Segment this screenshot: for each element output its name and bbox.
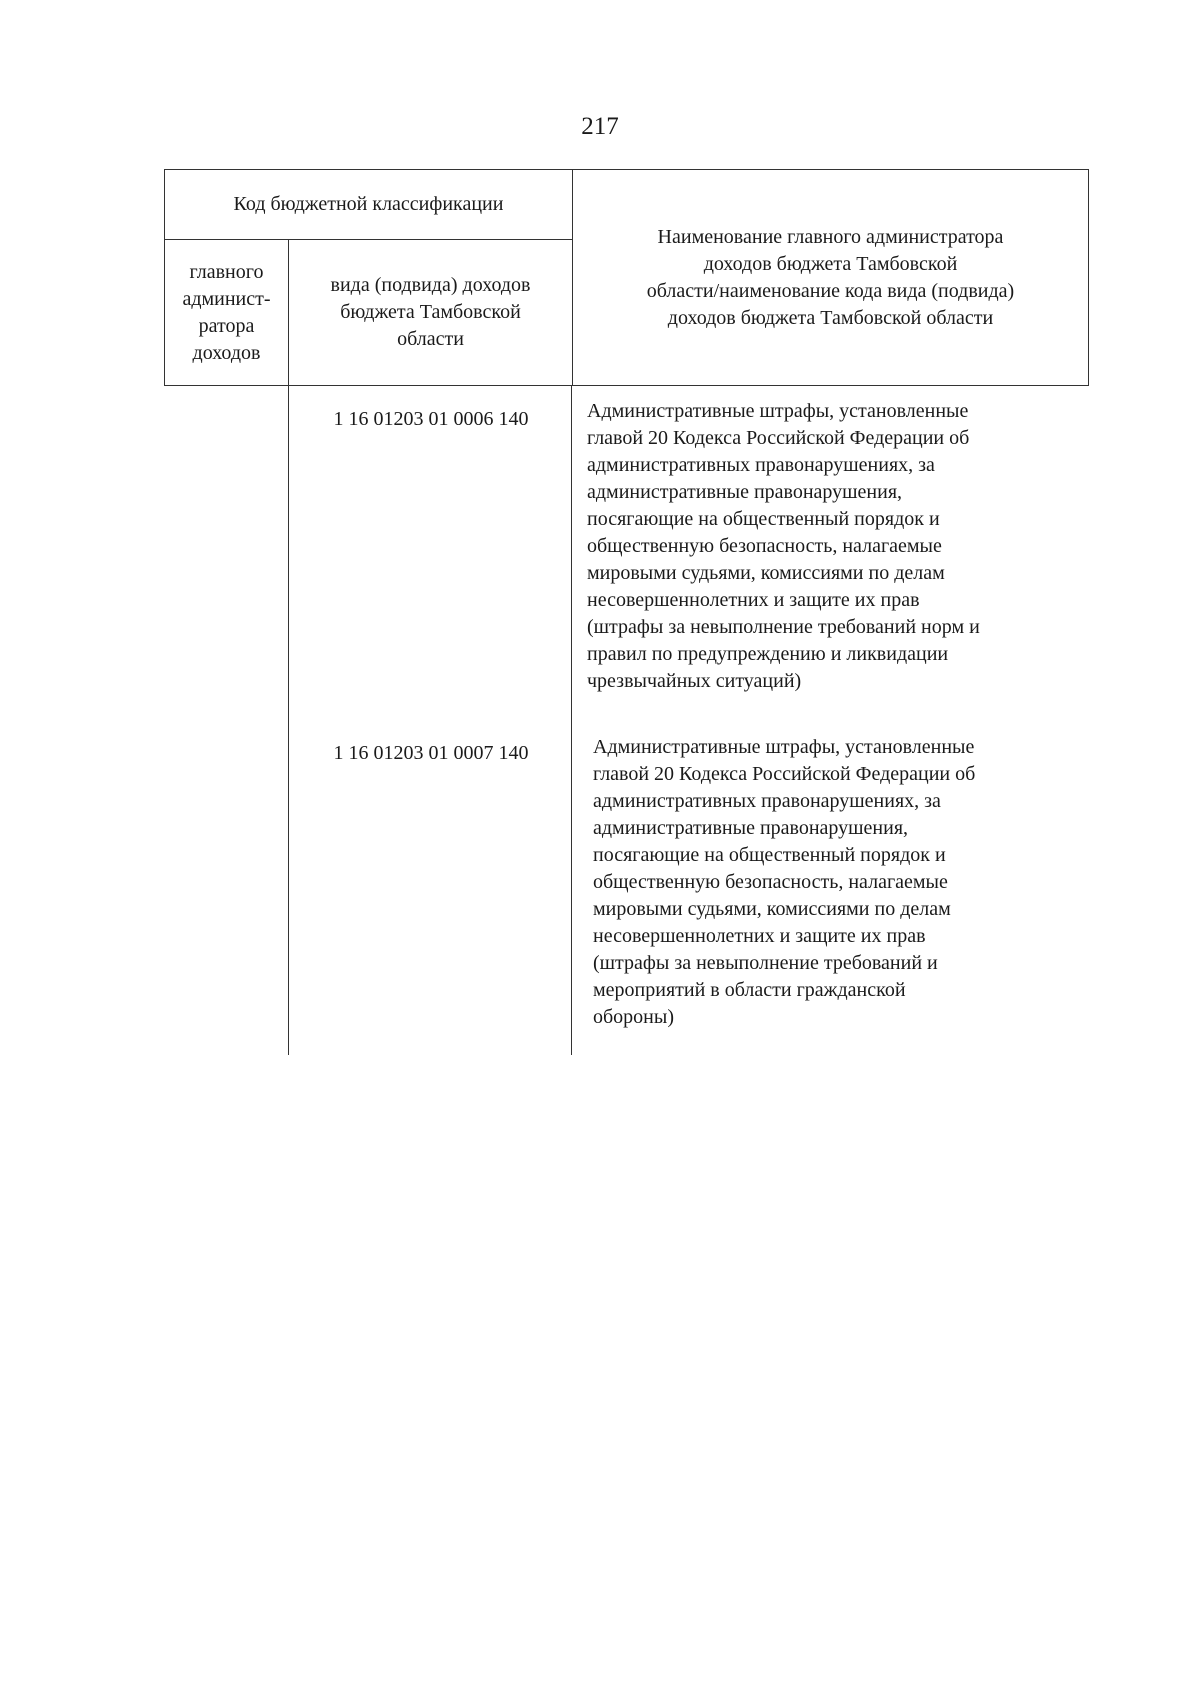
description-line: мировыми судьями, комиссиями по делам: [587, 562, 945, 584]
header-col-name: [573, 170, 1089, 386]
description-line: несовершеннолетних и защите их прав: [593, 925, 926, 947]
description-line: административных правонарушениях, за: [587, 454, 935, 476]
column-divider-code-name: [571, 385, 572, 1055]
description-line: посягающие на общественный порядок и: [593, 844, 946, 866]
description-line: общественную безопасность, налагаемые: [587, 535, 942, 557]
budget-classification-header: [164, 169, 1089, 386]
description-line: общественную безопасность, налагаемые: [593, 871, 948, 893]
description-line: обороны): [593, 1006, 674, 1028]
header-col-admin-line: админист-: [182, 287, 271, 310]
header-col-name-line: доходов бюджета Тамбовской области: [667, 306, 994, 329]
description-line: мероприятий в области гражданской: [593, 979, 906, 1001]
header-col-admin-line: доходов: [192, 341, 261, 364]
description-line: правил по предупреждению и ликвидации: [587, 643, 949, 665]
description-line: несовершеннолетних и защите их прав: [587, 589, 920, 611]
row-description: [587, 398, 1087, 695]
description-line: Административные штрафы, установленные: [593, 736, 975, 758]
header-col-code-line: области: [397, 328, 464, 350]
header-col-admin: [165, 240, 289, 386]
header-group-title: Код бюджетной классификации: [165, 170, 573, 240]
description-line: главой 20 Кодекса Российской Федерации об: [587, 427, 970, 449]
description-line: административные правонарушения,: [593, 817, 909, 839]
header-col-admin-line: главного: [189, 260, 264, 283]
header-col-code: [289, 240, 573, 386]
header-col-code-line: бюджета Тамбовской: [340, 301, 521, 323]
description-line: мировыми судьями, комиссиями по делам: [593, 898, 951, 920]
description-line: административные правонарушения,: [587, 481, 903, 503]
column-divider-admin-code: [288, 385, 289, 1055]
row-code: 1 16 01203 01 0007 140: [333, 742, 529, 764]
header-col-name-line: доходов бюджета Тамбовской: [703, 252, 958, 275]
header-col-code-line: вида (подвида) доходов: [330, 274, 531, 296]
description-line: (штрафы за невыполнение требований и: [593, 952, 938, 974]
page-number: 217: [581, 113, 619, 140]
description-line: Административные штрафы, установленные: [587, 400, 969, 422]
description-line: административных правонарушениях, за: [593, 790, 941, 812]
description-line: чрезвычайных ситуаций): [587, 670, 802, 692]
description-line: посягающие на общественный порядок и: [587, 508, 940, 530]
description-line: (штрафы за невыполнение требований норм и: [587, 616, 980, 638]
header-col-name-line: Наименование главного администратора: [657, 225, 1004, 248]
header-col-name-line: области/наименование кода вида (подвида): [646, 279, 1015, 302]
header-col-admin-line: ратора: [198, 314, 255, 337]
description-line: главой 20 Кодекса Российской Федерации об: [593, 763, 976, 785]
row-description: [593, 734, 1093, 1031]
row-code: 1 16 01203 01 0006 140: [333, 408, 529, 430]
